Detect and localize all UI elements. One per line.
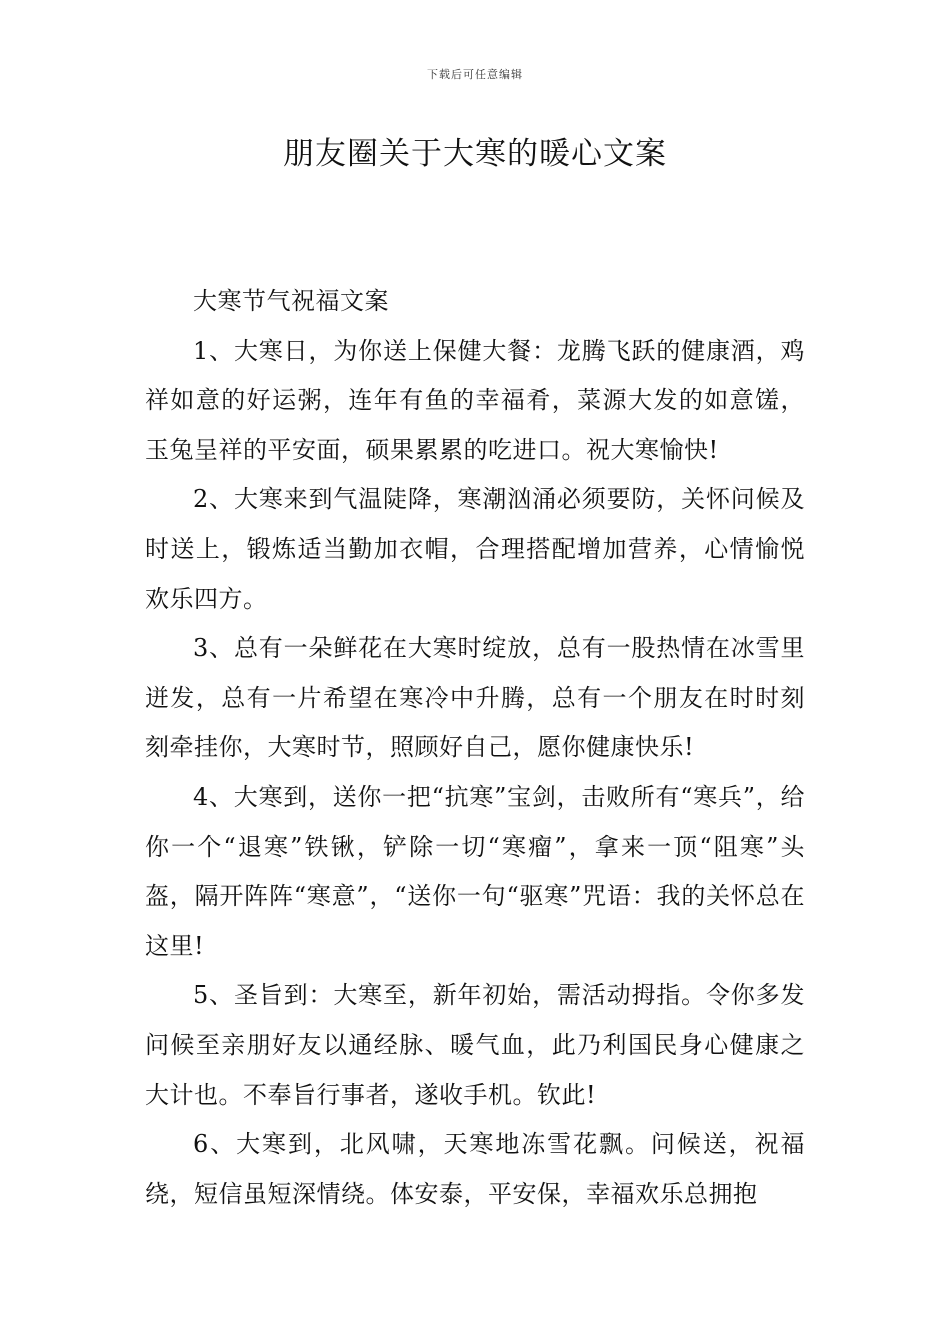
section-heading: 大寒节气祝福文案 xyxy=(193,287,389,315)
document-body xyxy=(145,277,805,1219)
paragraph-2: 2、大寒来到气温陡降，寒潮汹涌必须要防，关怀问候及时送上，锻炼适当勤加衣帽，合理搭配增加营养，心情愉悦欢乐四方。 xyxy=(145,485,805,613)
paragraph-6: 6、大寒到，北风啸，天寒地冻雪花飘。问候送，祝福绕，短信虽短深情绕。体安泰，平安保，幸福欢乐总拥抱 xyxy=(145,1130,805,1208)
paragraph-5: 5、圣旨到：大寒至，新年初始，需活动拇指。令你多发问候至亲朋好友以通经脉、暖气血，此乃利国民身心健康之大计也。不奉旨行事者，遂收手机。钦此! xyxy=(145,981,805,1109)
paragraph-3: 3、总有一朵鲜花在大寒时绽放，总有一股热情在冰雪里迸发，总有一片希望在寒冷中升腾，总有一个朋友在时时刻刻牵挂你，大寒时节，照顾好自己，愿你健康快乐! xyxy=(145,634,805,762)
paragraph-1: 1、大寒日，为你送上保健大餐：龙腾飞跃的健康酒，鸡祥如意的好运粥，连年有鱼的幸福肴，菜源大发的如意馐，玉兔呈祥的平安面，硕果累累的吃进口。祝大寒愉快! xyxy=(145,336,805,464)
header-note: 下载后可任意编辑 xyxy=(427,68,523,81)
document-title: 朋友圈关于大寒的暖心文案 xyxy=(283,136,667,172)
paragraph-4: 4、大寒到，送你一把“抗寒”宝剑，击败所有“寒兵”，给你一个“退寒”铁锹，铲除一切“寒瘤”，拿来一顶“阻寒”头盔，隔开阵阵“寒意”，“送你一句“驱寒”咒语：我的关怀总在这里! xyxy=(145,782,805,960)
